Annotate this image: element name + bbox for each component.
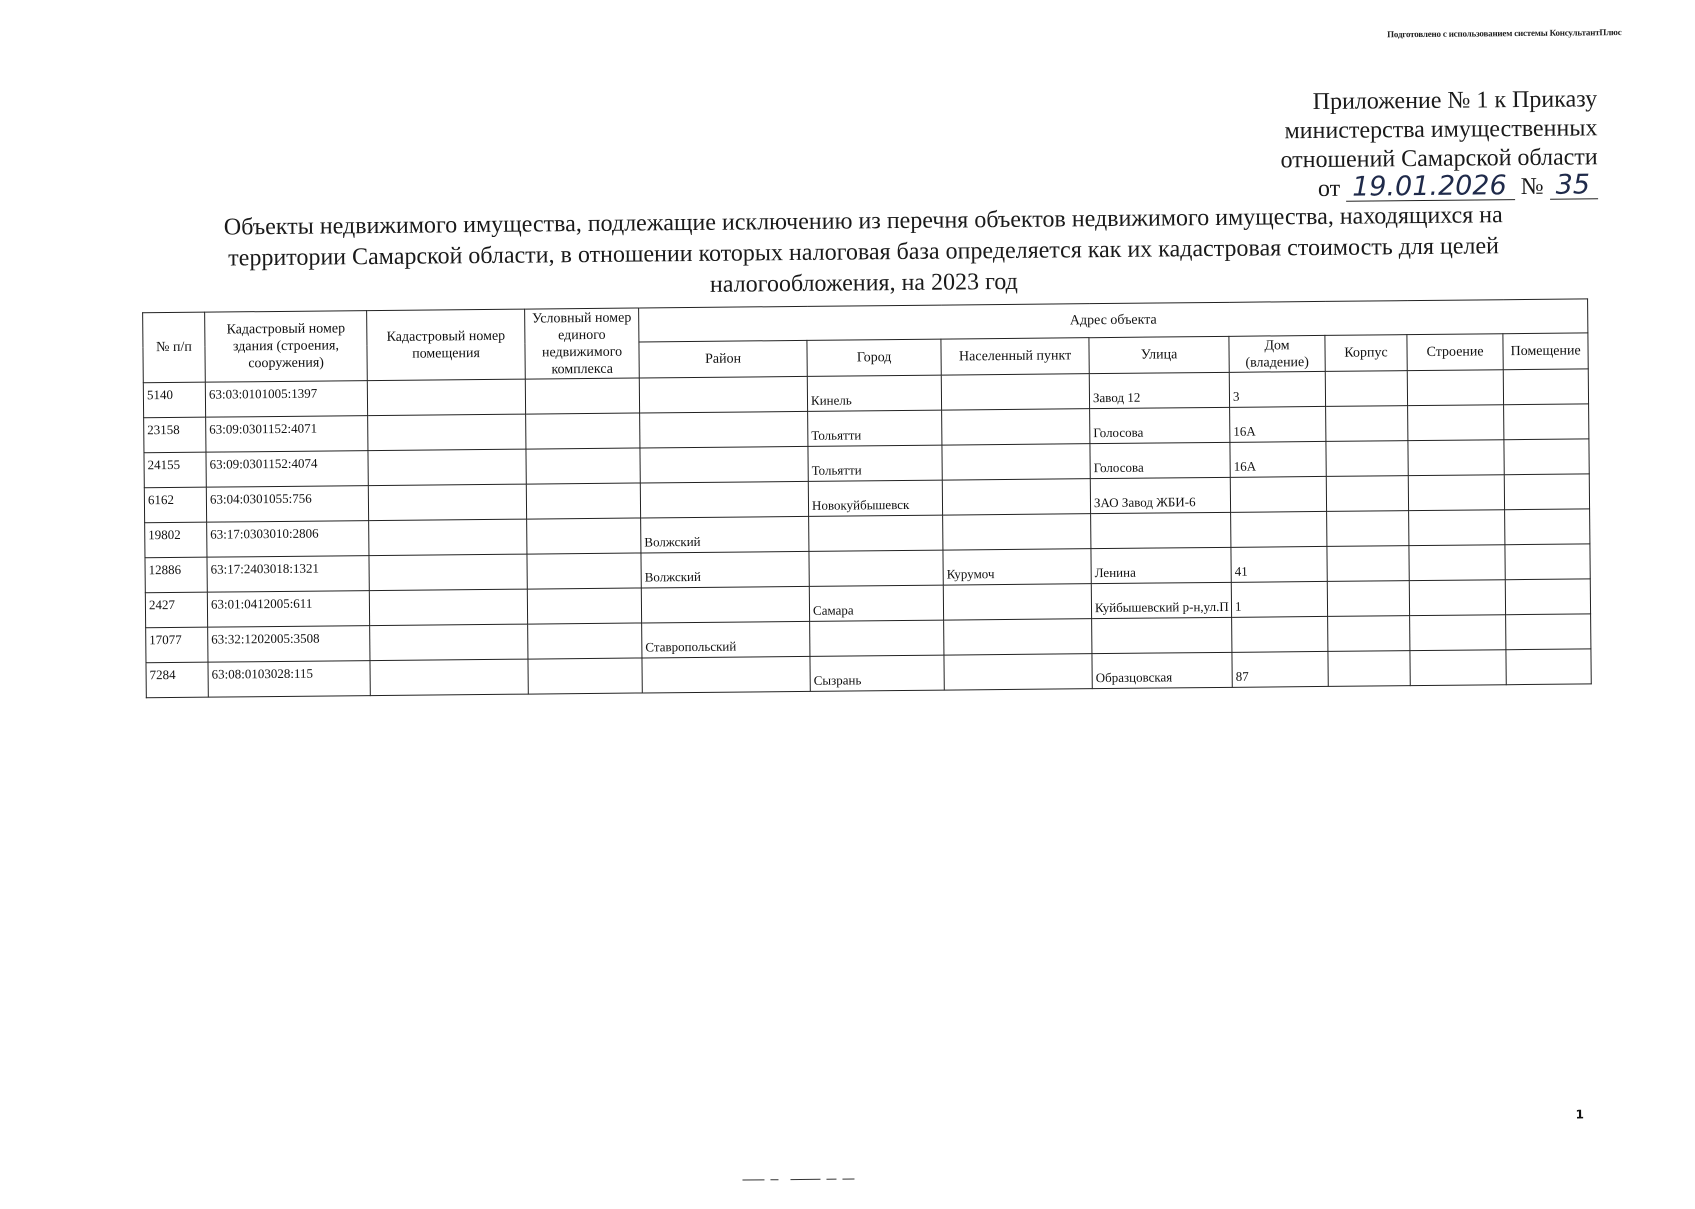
cell-cadastral: 63:09:0301152:4071	[206, 416, 368, 453]
cell-premises	[368, 414, 526, 451]
cell-room	[1505, 509, 1590, 545]
cell-house: 41	[1231, 546, 1327, 582]
cell-num: 17077	[146, 627, 208, 663]
cell-premises	[367, 379, 525, 416]
cell-district: Волжский	[641, 516, 809, 553]
cell-street: Завод 12	[1089, 372, 1229, 408]
cell-street: Куйбышевский р-н,ул.П	[1091, 582, 1231, 618]
cell-stroenie	[1409, 580, 1505, 616]
appendix-line-3: отношений Самарской области	[1280, 144, 1598, 174]
cell-city: Новокуйбышевск	[808, 480, 942, 516]
col-header-num: № п/п	[143, 312, 206, 383]
cell-cadastral: 63:01:0412005:611	[207, 591, 369, 628]
cell-cadastral: 63:32:1202005:3508	[208, 626, 370, 663]
col-header-premises-cadastral: Кадастровый номер помещения	[367, 309, 526, 381]
cell-settlement	[941, 374, 1089, 410]
cell-cadastral: 63:04:0301055:756	[206, 486, 368, 523]
col-header-building: Корпус	[1325, 335, 1407, 372]
cell-complex	[526, 413, 640, 449]
cell-korpus	[1326, 476, 1408, 512]
cell-house: 1	[1231, 581, 1327, 617]
cell-house	[1230, 476, 1326, 512]
cell-premises	[370, 659, 528, 696]
document-title: Объекты недвижимого имущества, подлежащие исключению из перечня объектов недвижимого имущества, находящихся на территории Самарской области, в отношении которых налоговая база определяется как их кадастровая стоимость для целей налогообложения, на 2023 год	[223, 202, 1503, 298]
col-header-settlement: Населенный пункт	[941, 338, 1089, 375]
cell-district	[642, 656, 810, 693]
cell-city	[810, 620, 944, 656]
cell-city	[809, 550, 943, 586]
handwritten-date: 19.01.2026	[1346, 173, 1515, 202]
cell-korpus	[1328, 616, 1410, 652]
cell-district	[641, 586, 809, 623]
cell-room	[1505, 544, 1590, 580]
cell-stroenie	[1408, 440, 1504, 476]
cell-premises	[368, 484, 526, 521]
cell-cadastral: 63:08:0103028:115	[208, 661, 370, 698]
cell-premises	[369, 589, 527, 626]
cell-street	[1092, 617, 1232, 653]
cell-settlement	[943, 584, 1091, 620]
cell-street: Образцовская	[1092, 652, 1232, 688]
property-table	[142, 298, 1592, 698]
cell-street: Ленина	[1091, 547, 1231, 583]
col-header-building-cadastral: Кадастровый номер здания (строения, сооружения)	[205, 311, 368, 383]
cell-settlement	[944, 619, 1092, 655]
cell-stroenie	[1410, 650, 1506, 686]
col-header-street: Улица	[1089, 336, 1229, 373]
cell-district	[639, 376, 807, 413]
cell-house	[1232, 616, 1328, 652]
cell-house	[1231, 511, 1327, 547]
cell-room	[1504, 474, 1589, 510]
cell-city: Кинель	[807, 375, 941, 411]
cell-street: Голосова	[1090, 407, 1230, 443]
cell-city: Тольятти	[808, 410, 942, 446]
cell-num: 19802	[145, 522, 207, 558]
handwritten-number: 35	[1549, 172, 1598, 199]
cell-house: 87	[1232, 651, 1328, 687]
cell-complex	[527, 553, 641, 589]
cell-room	[1504, 439, 1589, 475]
cell-korpus	[1327, 511, 1409, 547]
cell-num: 12886	[145, 557, 207, 593]
appendix-header	[1280, 85, 1598, 204]
page-number: 1	[1575, 1107, 1584, 1122]
cell-house: 3	[1229, 371, 1325, 407]
from-label: от	[1317, 175, 1341, 202]
cell-stroenie	[1408, 405, 1504, 441]
cell-street	[1091, 512, 1231, 548]
cell-district: Ставропольский	[642, 621, 810, 658]
cell-district	[640, 446, 808, 483]
cell-house: 16А	[1230, 441, 1326, 477]
col-header-city: Город	[807, 339, 941, 376]
cell-stroenie	[1408, 475, 1504, 511]
cell-complex	[528, 623, 642, 659]
cell-district	[640, 481, 808, 518]
cell-room	[1506, 649, 1591, 685]
appendix-line-1: Приложение № 1 к Приказу	[1312, 86, 1598, 116]
cell-korpus	[1327, 546, 1409, 582]
scan-artifact-marks	[742, 1172, 872, 1181]
cell-settlement	[942, 444, 1090, 480]
cell-room	[1505, 579, 1590, 615]
appendix-line-2: министерства имущественных	[1284, 115, 1598, 145]
cell-city	[809, 515, 943, 551]
cell-korpus	[1325, 371, 1407, 407]
cell-korpus	[1326, 441, 1408, 477]
cell-cadastral: 63:17:0303010:2806	[207, 521, 369, 558]
cell-city: Самара	[809, 585, 943, 621]
cell-settlement	[942, 409, 1090, 445]
cell-city: Сызрань	[810, 655, 944, 691]
cell-premises	[368, 449, 526, 486]
cell-city: Тольятти	[808, 445, 942, 481]
cell-korpus	[1328, 651, 1410, 687]
cell-settlement	[944, 654, 1092, 690]
cell-house: 16А	[1230, 406, 1326, 442]
col-header-address-group: Адрес объекта	[639, 299, 1588, 342]
cell-street: ЗАО Завод ЖБИ-6	[1090, 477, 1230, 513]
cell-settlement	[943, 514, 1091, 550]
col-header-house: Дом (владение)	[1229, 335, 1325, 372]
col-header-structure: Строение	[1407, 334, 1503, 371]
col-header-district: Район	[639, 340, 807, 378]
cell-stroenie	[1409, 510, 1505, 546]
cell-cadastral: 63:03:0101005:1397	[205, 381, 367, 418]
cell-settlement	[942, 479, 1090, 515]
cell-num: 24155	[144, 452, 206, 488]
cell-num: 7284	[146, 662, 208, 698]
source-note: Подготовлено с использованием системы КонсультантПлюс	[1387, 27, 1622, 40]
cell-complex	[528, 658, 642, 694]
cell-room	[1506, 614, 1591, 650]
cell-stroenie	[1409, 545, 1505, 581]
cell-room	[1503, 369, 1588, 405]
cell-cadastral: 63:17:2403018:1321	[207, 556, 369, 593]
cell-num: 23158	[144, 417, 206, 453]
cell-korpus	[1327, 581, 1409, 617]
cell-num: 5140	[143, 382, 205, 418]
cell-complex	[527, 588, 641, 624]
cell-premises	[369, 519, 527, 556]
cell-settlement: Курумоч	[943, 549, 1091, 585]
col-header-room: Помещение	[1503, 333, 1588, 370]
cell-complex	[525, 378, 639, 414]
cell-premises	[369, 554, 527, 591]
cell-premises	[370, 624, 528, 661]
cell-korpus	[1326, 406, 1408, 442]
cell-street: Голосова	[1090, 442, 1230, 478]
cell-num: 2427	[145, 592, 207, 628]
cell-district: Волжский	[641, 551, 809, 588]
appendix-date-line	[1281, 169, 1598, 204]
cell-complex	[526, 483, 640, 519]
number-label: №	[1520, 173, 1544, 201]
cell-room	[1504, 404, 1589, 440]
cell-num: 6162	[144, 487, 206, 523]
cell-stroenie	[1407, 370, 1503, 406]
cell-complex	[526, 448, 640, 484]
cell-stroenie	[1410, 615, 1506, 651]
cell-district	[640, 411, 808, 448]
cell-complex	[527, 518, 641, 554]
cell-cadastral: 63:09:0301152:4074	[206, 451, 368, 488]
col-header-complex-number: Условный номер единого недвижимого комплекса	[525, 308, 640, 379]
